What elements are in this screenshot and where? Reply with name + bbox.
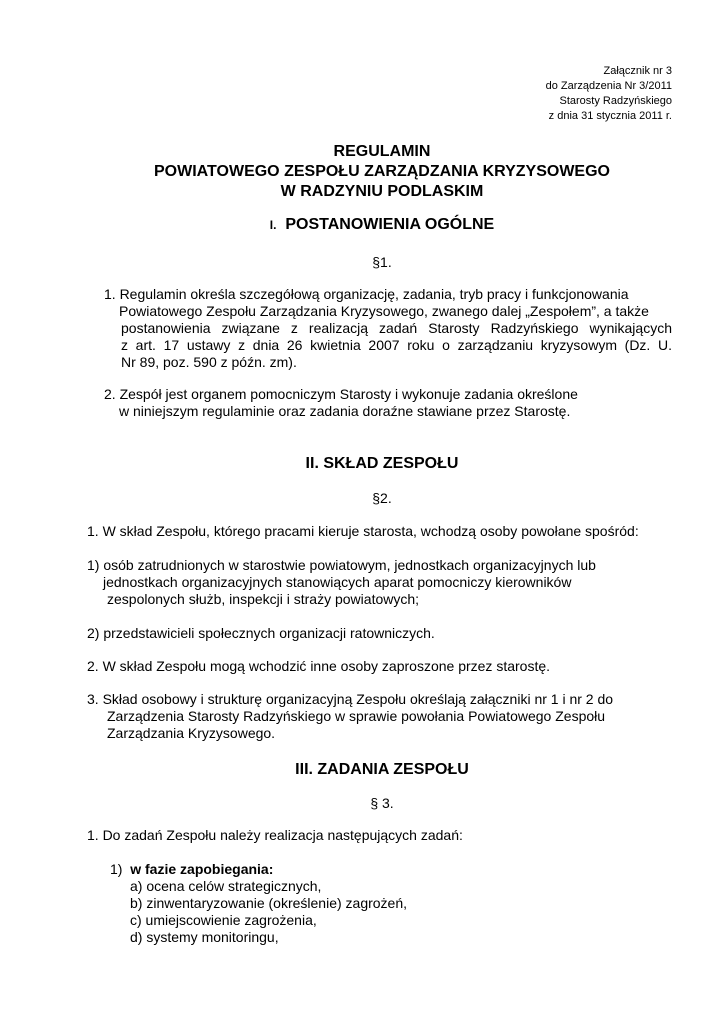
text-line: Nr 89, poz. 590 z późn. zm). (121, 354, 297, 370)
text-line: 2. Zespół jest organem pomocniczym Starosty i wykonuje zadania określone (104, 386, 578, 402)
list-item: b) zinwentaryzowanie (określenie) zagrożeń, (130, 895, 408, 911)
annex-line: Starosty Radzyńskiego (559, 95, 672, 107)
annex-line: do Zarządzenia Nr 3/2011 (545, 80, 672, 92)
text-line: jednostkach organizacyjnych stanowiących aparat pomocniczy kierowników (103, 574, 572, 590)
paragraph-mark: §2. (372, 490, 392, 506)
section-heading-tasks: III. ZADANIA ZESPOŁU (295, 761, 469, 778)
phase-heading (110, 861, 273, 878)
document-title (0, 142, 724, 202)
text-line: 1. Do zadań Zespołu należy realizacja następujących zadań: (87, 827, 463, 843)
text-line: 1. Regulamin określa szczegółową organizację, zadania, tryb pracy i funkcjonowania (104, 286, 629, 302)
text-line: z art. 17 ustawy z dnia 26 kwietnia 2007 roku o zarządzaniu kryzysowym (Dz. U. (121, 337, 672, 353)
title-line: W RADZYNIU PODLASKIM (280, 183, 484, 200)
section-heading-general (0, 216, 724, 234)
text-line: 1) osób zatrudnionych w starostwie powiatowym, jednostkach organizacyjnych lub (87, 557, 596, 573)
text-line: zespolonych służb, inspekcji i straży powiatowych; (107, 591, 420, 607)
text-line: 2) przedstawicieli społecznych organizacji ratowniczych. (87, 625, 435, 641)
text-line: Zarządzania Kryzysowego. (107, 725, 276, 741)
text-line: 2. W skład Zespołu mogą wchodzić inne osoby zaproszone przez starostę. (87, 658, 551, 674)
list-item: d) systemy monitoringu, (130, 929, 279, 945)
title-line: POWIATOWEGO ZESPOŁU ZARZĄDZANIA KRYZYSOWEGO (154, 163, 610, 180)
paragraph-mark: §1. (372, 254, 392, 270)
section-number: I. (269, 218, 277, 232)
section-heading-composition: II. SKŁAD ZESPOŁU (305, 455, 459, 472)
annex-line: z dnia 31 stycznia 2011 r. (548, 110, 672, 122)
text-line: Zarządzenia Starosty Radzyńskiego w sprawie powołania Powiatowego Zespołu (107, 708, 606, 724)
text-line: postanowienia związane z realizacją zadań Starosty Radzyńskiego wynikających (121, 320, 672, 336)
text-line: 3. Skład osobowy i strukturę organizacyjną Zespołu określają załączniki nr 1 i nr 2 do (87, 691, 614, 707)
phase-number: 1) (110, 861, 123, 877)
annex-block (546, 64, 672, 124)
list-item: c) umiejscowienie zagrożenia, (130, 912, 317, 928)
section-title: POSTANOWIENIA OGÓLNE (285, 216, 495, 233)
paragraph-mark: § 3. (370, 795, 394, 811)
annex-line: Załącznik nr 3 (603, 65, 672, 77)
text-line: w niniejszym regulaminie oraz zadania doraźne stawiane przez Starostę. (119, 403, 571, 419)
list-item: a) ocena celów strategicznych, (130, 878, 322, 894)
text-line: 1. W skład Zespołu, którego pracami kieruje starosta, wchodzą osoby powołane spośród: (87, 523, 639, 539)
phase-label: w fazie zapobiegania: (130, 861, 274, 877)
title-line: REGULAMIN (333, 143, 431, 160)
text-line: Powiatowego Zespołu Zarządzania Kryzysowego, zwanego dalej „Zespołem”, a także (119, 303, 649, 319)
